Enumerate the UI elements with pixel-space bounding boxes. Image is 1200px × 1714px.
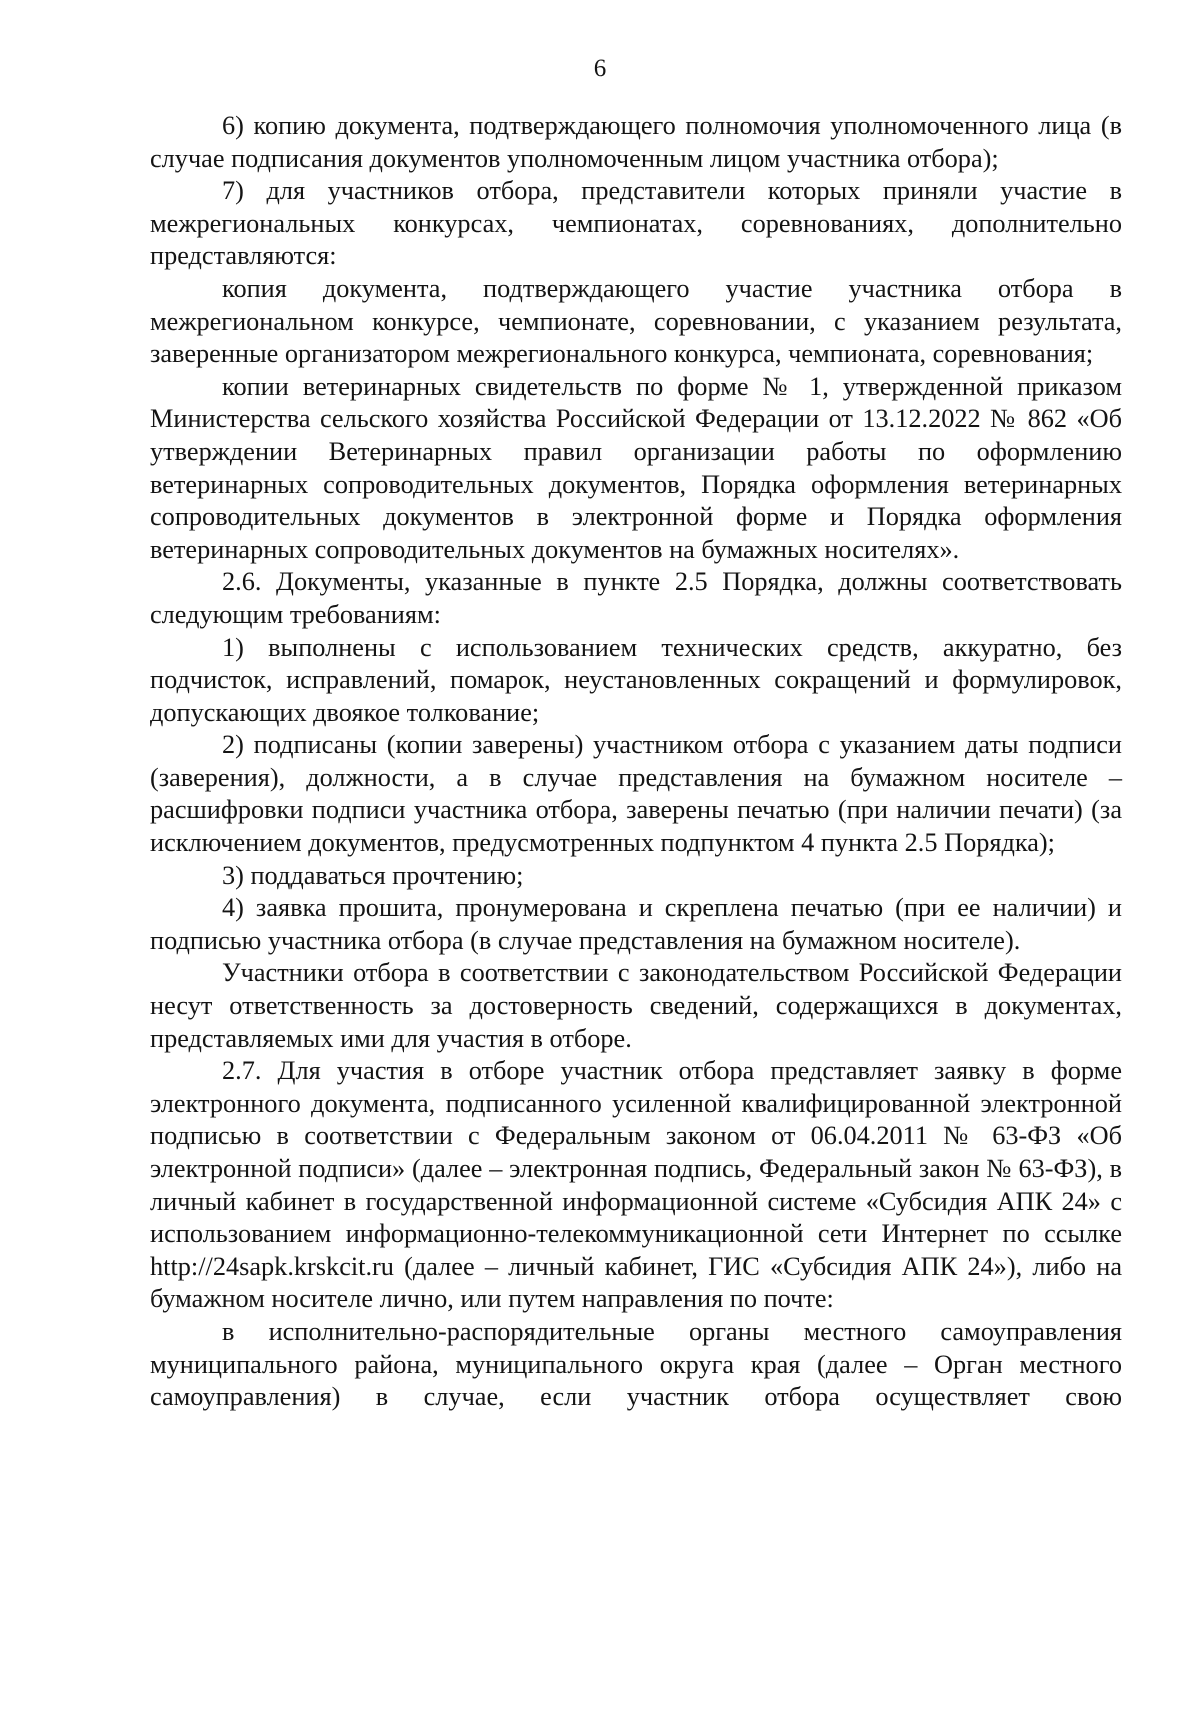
paragraph-requirement-1: 1) выполнены с использованием технических средств, аккуратно, без подчисток, исправлений, помарок, неустановленных сокращений и формулировок, допускающих двоякое толкование; bbox=[150, 632, 1122, 727]
paragraph-requirement-3: 3) поддаваться прочтению; bbox=[222, 860, 524, 890]
paragraph-veterinary-certificates: копии ветеринарных свидетельств по форме № 1, утвержденной приказом Министерства сельского хозяйства Российской Федерации от 13.12.2022 № 862 «Об утверждении Ветеринарных правил организации работы по оформлению ветеринарных сопроводительных документов, Порядка оформления ветеринарных сопроводительных документов в электронной форме и Порядка оформления ветеринарных сопроводительных документов на бумажных носителях». bbox=[150, 371, 1122, 564]
paragraph-responsibility: Участники отбора в соответствии с законодательством Российской Федерации несут ответственность за достоверность сведений, содержащихся в документах, представляемых ими для участия в отборе. bbox=[150, 958, 1122, 1053]
paragraph-section-2-7: 2.7. Для участия в отборе участник отбора представляет заявку в форме электронного документа, подписанного усиленной квалифицированной электронной подписью в соответствии с Федеральным законом от 06.04.2011 № 63-ФЗ «Об электронной подписи» (далее – электронная подпись, Федеральный закон № 63-ФЗ), в личный кабинет в государственной информационной системе «Субсидия АПК 24» с использованием информационно-телекоммуникационной сети Интернет по ссылке http://24sapk.krskcit.ru (далее – личный кабинет, ГИС «Субсидия АПК 24»), либо на бумажном носителе лично, или путем направления по почте: bbox=[150, 1056, 1122, 1314]
paragraph-requirement-4: 4) заявка прошита, пронумерована и скреплена печатью (при ее наличии) и подписью участника отбора (в случае представления на бумажном носителе). bbox=[150, 893, 1122, 955]
paragraph-item-6: 6) копию документа, подтверждающего полномочия уполномоченного лица (в случае подписания документов уполномоченным лицом участника отбора); bbox=[150, 111, 1122, 173]
paragraph-participation-copy: копия документа, подтверждающего участие участника отбора в межрегиональном конкурсе, чемпионате, соревновании, с указанием результата, заверенные организатором межрегионального конкурса, чемпионата, соревнования; bbox=[150, 273, 1122, 369]
paragraph-local-authorities: в исполнительно-распорядительные органы местного самоуправления муниципального района, муниципального округа края (далее – Орган местного самоуправления) в случае, если участник отбора осуществляет свою bbox=[150, 1316, 1122, 1412]
document-body bbox=[150, 110, 1122, 1414]
page-number: 6 bbox=[593, 55, 607, 82]
paragraph-item-7: 7) для участников отбора, представители которых приняли участие в межрегиональных конкурсах, чемпионатах, соревнованиях, дополнительно представляются: bbox=[150, 176, 1122, 271]
paragraph-requirement-2: 2) подписаны (копии заверены) участником отбора с указанием даты подписи (заверения), должности, а в случае представления на бумажном носителе – расшифровки подписи участника отбора, заверены печатью (при наличии печати) (за исключением документов, предусмотренных подпунктом 4 пункта 2.5 Порядка); bbox=[150, 730, 1122, 858]
paragraph-section-2-6: 2.6. Документы, указанные в пункте 2.5 Порядка, должны соответствовать следующим требованиям: bbox=[150, 567, 1122, 629]
